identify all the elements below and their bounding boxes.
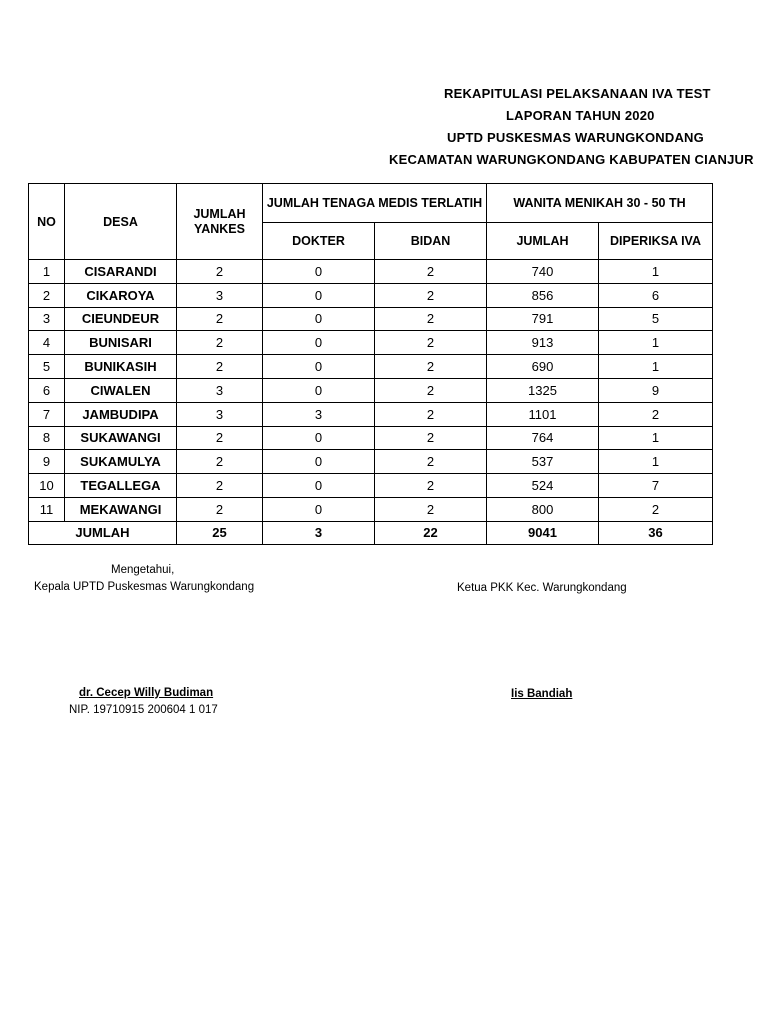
total-row xyxy=(29,521,713,544)
row-bidan: 2 xyxy=(375,331,487,355)
row-bidan: 2 xyxy=(375,355,487,379)
row-dokter: 0 xyxy=(263,260,375,284)
total-yankes: 25 xyxy=(177,521,263,544)
row-jumlah: 913 xyxy=(487,331,599,355)
row-no: 3 xyxy=(29,307,65,331)
header-jumlah-yankes: JUMLAH YANKES xyxy=(177,184,263,260)
header-jumlah: JUMLAH xyxy=(487,223,599,260)
total-jumlah: 9041 xyxy=(487,521,599,544)
table-row xyxy=(29,378,713,402)
header-dokter: DOKTER xyxy=(263,223,375,260)
row-bidan: 2 xyxy=(375,378,487,402)
header-bidan: BIDAN xyxy=(375,223,487,260)
table-row xyxy=(29,474,713,498)
table-row xyxy=(29,307,713,331)
right-signer-name: Iis Bandiah xyxy=(511,688,573,700)
total-diperiksa: 36 xyxy=(599,521,713,544)
left-signer-name: dr. Cecep Willy Budiman xyxy=(79,687,214,699)
row-desa: TEGALLEGA xyxy=(65,474,177,498)
row-yankes: 2 xyxy=(177,331,263,355)
row-jumlah: 524 xyxy=(487,474,599,498)
row-no: 1 xyxy=(29,260,65,284)
row-bidan: 2 xyxy=(375,260,487,284)
row-desa: JAMBUDIPA xyxy=(65,402,177,426)
row-no: 9 xyxy=(29,450,65,474)
row-no: 8 xyxy=(29,426,65,450)
header-diperiksa-iva: DIPERIKSA IVA xyxy=(599,223,713,260)
report-institution: UPTD PUSKESMAS WARUNGKONDANG xyxy=(447,130,704,145)
row-dokter: 0 xyxy=(263,355,375,379)
header-desa: DESA xyxy=(65,184,177,260)
row-no: 2 xyxy=(29,283,65,307)
row-bidan: 2 xyxy=(375,402,487,426)
row-desa: CIEUNDEUR xyxy=(65,307,177,331)
table-row xyxy=(29,450,713,474)
report-header xyxy=(0,86,768,166)
left-signer-nip: NIP. 19710915 200604 1 017 xyxy=(69,704,218,716)
row-dokter: 0 xyxy=(263,426,375,450)
row-jumlah: 537 xyxy=(487,450,599,474)
row-dokter: 0 xyxy=(263,283,375,307)
row-desa: SUKAWANGI xyxy=(65,426,177,450)
row-dokter: 3 xyxy=(263,402,375,426)
row-dokter: 0 xyxy=(263,450,375,474)
row-bidan: 2 xyxy=(375,474,487,498)
row-jumlah: 1325 xyxy=(487,378,599,402)
row-yankes: 2 xyxy=(177,474,263,498)
report-district: KECAMATAN WARUNGKONDANG KABUPATEN CIANJUR xyxy=(389,152,754,166)
right-signer-position: Ketua PKK Kec. Warungkondang xyxy=(457,582,627,594)
row-diperiksa: 5 xyxy=(599,307,713,331)
row-jumlah: 764 xyxy=(487,426,599,450)
row-bidan: 2 xyxy=(375,450,487,474)
left-signer-position: Kepala UPTD Puskesmas Warungkondang xyxy=(34,581,255,593)
row-diperiksa: 9 xyxy=(599,378,713,402)
row-desa: BUNIKASIH xyxy=(65,355,177,379)
row-bidan: 2 xyxy=(375,307,487,331)
table-row xyxy=(29,283,713,307)
total-dokter: 3 xyxy=(263,521,375,544)
row-diperiksa: 2 xyxy=(599,402,713,426)
row-desa: BUNISARI xyxy=(65,331,177,355)
row-no: 7 xyxy=(29,402,65,426)
row-no: 10 xyxy=(29,474,65,498)
table-row xyxy=(29,402,713,426)
header-wanita-menikah: WANITA MENIKAH 30 - 50 TH xyxy=(487,184,713,223)
report-title: REKAPITULASI PELAKSANAAN IVA TEST xyxy=(444,86,711,101)
row-jumlah: 791 xyxy=(487,307,599,331)
row-diperiksa: 1 xyxy=(599,260,713,284)
row-diperiksa: 1 xyxy=(599,450,713,474)
header-no: NO xyxy=(29,184,65,260)
row-desa: MEKAWANGI xyxy=(65,497,177,521)
row-desa: CIWALEN xyxy=(65,378,177,402)
row-jumlah: 690 xyxy=(487,355,599,379)
row-jumlah: 1101 xyxy=(487,402,599,426)
row-jumlah: 800 xyxy=(487,497,599,521)
row-desa: CIKAROYA xyxy=(65,283,177,307)
row-dokter: 0 xyxy=(263,307,375,331)
table-row xyxy=(29,355,713,379)
table-row xyxy=(29,497,713,521)
row-diperiksa: 6 xyxy=(599,283,713,307)
row-dokter: 0 xyxy=(263,497,375,521)
row-yankes: 2 xyxy=(177,355,263,379)
row-bidan: 2 xyxy=(375,426,487,450)
row-bidan: 2 xyxy=(375,497,487,521)
row-no: 4 xyxy=(29,331,65,355)
table-row xyxy=(29,260,713,284)
row-no: 11 xyxy=(29,497,65,521)
row-yankes: 3 xyxy=(177,402,263,426)
total-label: JUMLAH xyxy=(29,521,177,544)
report-year: LAPORAN TAHUN 2020 xyxy=(506,108,655,123)
row-jumlah: 740 xyxy=(487,260,599,284)
row-bidan: 2 xyxy=(375,283,487,307)
row-dokter: 0 xyxy=(263,331,375,355)
row-diperiksa: 1 xyxy=(599,331,713,355)
row-yankes: 3 xyxy=(177,283,263,307)
header-tenaga-medis: JUMLAH TENAGA MEDIS TERLATIH xyxy=(263,184,487,223)
row-yankes: 2 xyxy=(177,450,263,474)
row-diperiksa: 1 xyxy=(599,426,713,450)
recap-table xyxy=(28,183,713,545)
table-row xyxy=(29,426,713,450)
row-desa: SUKAMULYA xyxy=(65,450,177,474)
row-dokter: 0 xyxy=(263,474,375,498)
row-yankes: 2 xyxy=(177,260,263,284)
row-jumlah: 856 xyxy=(487,283,599,307)
row-yankes: 2 xyxy=(177,426,263,450)
row-no: 5 xyxy=(29,355,65,379)
row-diperiksa: 7 xyxy=(599,474,713,498)
row-yankes: 3 xyxy=(177,378,263,402)
total-bidan: 22 xyxy=(375,521,487,544)
row-desa: CISARANDI xyxy=(65,260,177,284)
row-no: 6 xyxy=(29,378,65,402)
row-dokter: 0 xyxy=(263,378,375,402)
table-row xyxy=(29,331,713,355)
acknowledged-label: Mengetahui, xyxy=(111,564,175,576)
row-diperiksa: 1 xyxy=(599,355,713,379)
row-yankes: 2 xyxy=(177,497,263,521)
row-diperiksa: 2 xyxy=(599,497,713,521)
row-yankes: 2 xyxy=(177,307,263,331)
